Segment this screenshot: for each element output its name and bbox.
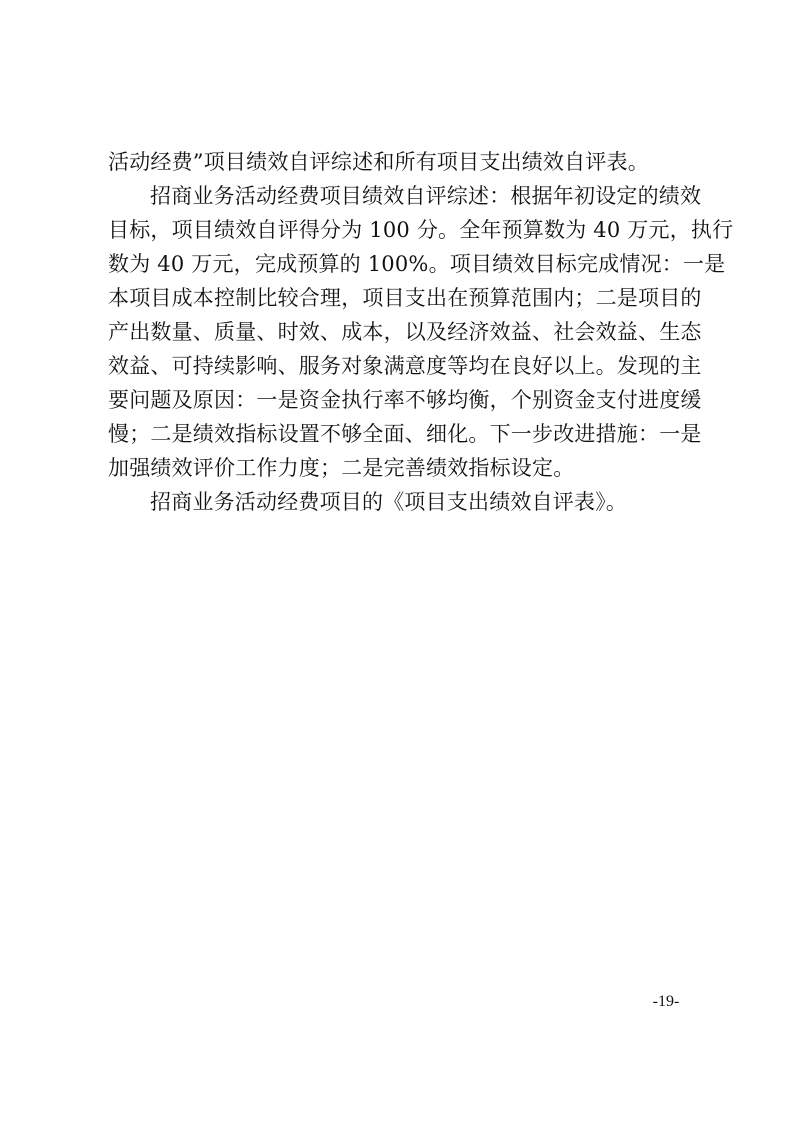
paragraph-line: 产出数量、质量、时效、成本，以及经济效益、社会效益、生态 [108,320,702,344]
paragraph-line: 要问题及原因：一是资金执行率不够均衡，个别资金支付进度缓 [108,388,702,412]
paragraph-2 [108,179,734,485]
paragraph-line: 慢；二是绩效指标设置不够全面、细化。下一步改进措施：一是 [108,422,702,446]
paragraph-1 [108,145,696,179]
paragraph-line: 加强绩效评价工作力度；二是完善绩效指标设定。 [108,456,575,480]
paragraph-line: 数为 40 万元，完成预算的 100%。项目绩效目标完成情况：一是 [108,252,726,276]
paragraph-line: 本项目成本控制比较合理，项目支出在预算范围内；二是项目的 [108,286,702,310]
paragraph-line: 活动经费”项目绩效自评综述和所有项目支出绩效自评表。 [108,150,649,174]
page-number: -19- [652,993,680,1010]
paragraph-line: 招商业务活动经费项目的《项目支出绩效自评表》。 [150,490,628,514]
paragraph-3 [108,485,696,519]
paragraph-line: 效益、可持续影响、服务对象满意度等均在良好以上。发现的主 [108,354,702,378]
body-text [108,145,734,519]
paragraph-line: 招商业务活动经费项目绩效自评综述：根据年初设定的绩效 [150,184,702,208]
paragraph-line: 目标，项目绩效自评得分为 100 分。全年预算数为 40 万元，执行 [108,218,734,242]
